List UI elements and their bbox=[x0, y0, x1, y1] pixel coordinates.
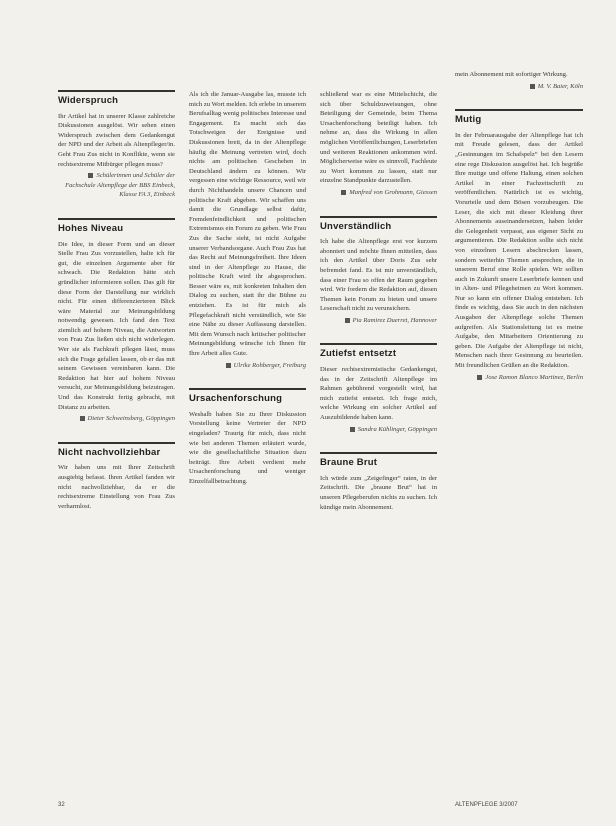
section-rule bbox=[58, 90, 175, 92]
heading: Widerspruch bbox=[58, 95, 119, 106]
letter-text: In der Februarausgabe der Altenpflege hat ich mit Freude gelesen, dass der Artikel „Gesinnungen im Schafspelz“ bei den Lesern eine rege Diskussion ausgelöst hat. Ich begrüße Ihre mutige und offene Haltung, einen solchen Artikel in einer Fachzeitschrift zu veröffentlichen. Natürlich ist es wichtig, Vorurteile und dem Bösen vorzubeugen. Die Leser, die sich mit dieser Kleidung ihrer Abonnements auseinandersetzen, haben leider die Gelegenheit verpasst, aus eigener Sicht zu argumentieren. Die Redaktion sollte sich nicht von einzelnen Lesern abschrecken lassen, sondern weiterhin Themen ansprechen, die in unserem Beruf eine Rolle spielen. Wir sollten auch in Zukunft unsere Leserbriefe kennen und in Alten- und Pflegeheimen zu Wort kommen. Nur so kann ein offener Dialog entstehen. Ich finde es wichtig, dass Sie auch in den nächsten Ausgaben der Altenpflege solche Themen aufgreifen. Als Stationsleitung ist es meine Aufgabe, den Mitarbeitern Orientierung zu geben. Die Aufgabe der Altenpflege ist nicht, Menschen nach ihrer Gesinnung zu beurteilen. Mit freundlichen Grüßen an die Redaktion. bbox=[455, 131, 583, 370]
signature-text: Ulrike Rohberger, Freiburg bbox=[233, 361, 306, 369]
heading: Hohes Niveau bbox=[58, 222, 124, 234]
letter-continued bbox=[189, 90, 306, 370]
section-rule bbox=[320, 452, 437, 454]
section-rule bbox=[455, 109, 583, 111]
letter-text: Als ich die Januar-Ausgabe las, musste ich mich zu Wort melden. Ich erlebe in unserem Berufsalltag wenig politisches Interesse und Engagement. Es macht sich das Totschweigen der Ereignisse und Diskussionen breit, da in der Altenpflege häufig die Meinung vertreten wird, doch nichts am politischen Geschehen in Deutschland ändern zu können. Wir vergessen eine wichtige Ressource, weil wir durch Nichthandeln unsere Chancen und politische Kraft abgeben. Wir schaffen uns damit die Grundlage selbst dafür, Fremdenfeindlichkeit und politischen Extremismus ein Forum zu geben. Wie Frau Zus die Sache sieht, ist nicht Aufgabe unserer Verbandsorgane. Auch Frau Zus hat das Recht auf Meinungsfreiheit. Ihre Ideen sind in der Altenpflege zu Hause, die politische Kraft wird ihr abgesprochen. Besser wäre es, mit konkreten Inhalten den Dialog zu suchen, statt ihr die Bühne zu entziehen. Es ist für mich als Pflegefachkraft nicht verständlich, wie Sie eine Nähe zu dieser Auffassung darstellen. Mit dem Wunsch nach kritischer politischer Meinungsbildung wünsche ich Ihnen für Ihre Arbeit alles Gute. bbox=[189, 91, 306, 358]
signature bbox=[320, 188, 437, 198]
heading: Nicht nachvollziehbar bbox=[58, 446, 161, 458]
letter-text: Weshalb haben Sie zu Ihrer Diskussion Vorstellung keine Vertreter der NPD eingeladen? Traurig für mich, dass nicht wie bei anderen Themen erläutert wurde, wie die gesellschaftliche Situation dazu beiträgt. Ihre Arbeit verdient mehr Ursachenforschung und weniger Einzelfallbetrachtung. bbox=[189, 410, 306, 485]
letter-continued bbox=[320, 90, 437, 198]
signature-text: Jose Ramon Blanco Martinez, Berlin bbox=[485, 373, 583, 381]
signature bbox=[455, 373, 583, 383]
letter-text: Dieser rechtsextremistische Gedankengut, das in der Zeitschrift Altenpflege im Rahmen gebührend vorgestellt wird, hat mich zutiefst entsetzt. Ich frage mich, welche Wirkung ein solcher Artikel auf Auszubildende haben kann. bbox=[320, 366, 437, 422]
section-rule bbox=[320, 216, 437, 218]
heading: Mutig bbox=[455, 114, 482, 126]
letter-text: Wir haben uns mit Ihrer Zeitschrift ausgiebig befasst. Ihren Artikel fanden wir nicht nachvollziehbar, da er die rechtsextreme Einstellung von Frau Zus verharmlost. bbox=[58, 464, 175, 510]
letter-zutiefst-entsetzt bbox=[320, 343, 437, 434]
signature bbox=[455, 82, 583, 92]
signature-text: Pia Ramirez Duerret, Hannover bbox=[352, 316, 437, 324]
source-footer: ALTENPFLEGE 3/2007 bbox=[455, 802, 518, 808]
column-4 bbox=[455, 70, 583, 400]
bullet-icon bbox=[345, 318, 350, 323]
column-3 bbox=[320, 90, 437, 530]
letter-text: schließend war es eine Mittelschicht, die sich über Schuldzuweisungen, ohne Beteiligung der Gemeinde, beim Thema Ursachenforschung beteiligt haben. Ich nehme an, dass die Wirkung in allen möglichen Veröffentlichungen, Leserbriefen und weiteren Reaktionen ankommen wird. Möglicherweise wäre es sinnvoll, Fachleute zu Wort kommen zu lassen, statt nur einzelne Standpunkte darzustellen. bbox=[320, 91, 437, 185]
letter-hohes-niveau bbox=[58, 218, 175, 424]
signature-text: Sandra Kühlinger, Göppingen bbox=[357, 425, 437, 433]
signature bbox=[58, 414, 175, 424]
column-2 bbox=[189, 90, 306, 505]
letter-widerspruch bbox=[58, 90, 175, 200]
letter-nicht-nachvollziehbar bbox=[58, 442, 175, 512]
signature bbox=[58, 171, 175, 200]
letter-unverstaendlich bbox=[320, 216, 437, 326]
signature-text: Manfred von Grohmann, Giessen bbox=[349, 188, 437, 196]
signature-text: M. V. Baier, Köln bbox=[537, 82, 583, 90]
heading: Zutiefst entsetzt bbox=[320, 348, 397, 360]
letter-text: Ihr Artikel hat in unserer Klasse zahlreiche Diskussionen ausgelöst. Wir sehen einen Widerspruch zwischen dem Gedankengut der NPD und der Arbeit als Altenpfleger/in. Geht Frau Zus nicht in Konflikte, wenn sie rechtsextreme Mitbürger pflegen muss? bbox=[58, 112, 175, 168]
signature bbox=[320, 425, 437, 435]
page-number: 32 bbox=[58, 802, 65, 808]
letter-ursachenforschung bbox=[189, 388, 306, 486]
letter-text: mein Abonnement mit sofortiger Wirkung. bbox=[455, 71, 568, 78]
column-1 bbox=[58, 90, 175, 529]
section-rule bbox=[58, 218, 175, 220]
letter-continued bbox=[455, 70, 583, 91]
heading: Unverständlich bbox=[320, 220, 392, 232]
letter-text: Ich würde zum „Zeigefinger“ raten, in der Zeitschrift. Die „braune Brut“ hat in unseren Pflegeberufen nichts zu suchen. Ich kündige mein Abonnement. bbox=[320, 474, 437, 511]
letter-text: Die Idee, in dieser Form und an dieser Stelle Frau Zus vorzustellen, halte ich für gut, die einzelnen Argumente aber für schwach. Die Redaktion hätte sich gründlicher informieren sollen. Das gilt für diese Form der Darstellung nur wirklich nicht. Für einen differenzierteren Blick wäre Material zur Meinungsbildung notwendig gewesen. Ich fand den Text ziemlich auf hohem Niveau, die Antworten von Frau Zus ließen sich nicht widerlegen. Wer sie als Fachkraft pflegen lässt, muss sich die Frage gefallen lassen, ob er das mit seinem Gewissen vereinbaren kann. Die Redaktion hat hier auf hohem Niveau versucht, zur Meinungsbildung beizutragen. Und das Konstrukt fertig gebracht, mit Distanz zu arbeiten. bbox=[58, 240, 175, 411]
letter-text: Ich habe die Altenpflege erst vor kurzem abonniert und möchte Ihnen mitteilen, dass ich den Artikel über Doris Zus sehr befremdet fand. Es ist mir unverständlich, dass einer Frau so offen der Raum gegeben wird. Wir fordern die Redaktion auf, diesen Themen kein Forum zu bieten und unsere Leserschaft nicht zu verunsichern. bbox=[320, 238, 437, 313]
letter-braune-brut bbox=[320, 452, 437, 512]
signature-text: Dieter Schweinsberg, Göppingen bbox=[87, 415, 175, 423]
signature-text: Schülerinnen und Schüler der Fachschule Altenpflege der BBS Einbeck, Klasse FA 3, Einbeck bbox=[65, 172, 175, 199]
bullet-icon bbox=[530, 84, 535, 89]
signature bbox=[189, 361, 306, 371]
letter-mutig bbox=[455, 109, 583, 382]
bullet-icon bbox=[341, 190, 346, 195]
bullet-icon bbox=[226, 363, 231, 368]
section-rule bbox=[58, 442, 175, 444]
bullet-icon bbox=[88, 173, 93, 178]
heading: Ursachenforschung bbox=[189, 393, 283, 405]
bullet-icon bbox=[80, 416, 85, 421]
signature bbox=[320, 316, 437, 326]
bullet-icon bbox=[350, 427, 355, 432]
heading: Braune Brut bbox=[320, 457, 378, 469]
bullet-icon bbox=[477, 375, 482, 380]
section-rule bbox=[189, 388, 306, 390]
section-rule bbox=[320, 343, 437, 345]
